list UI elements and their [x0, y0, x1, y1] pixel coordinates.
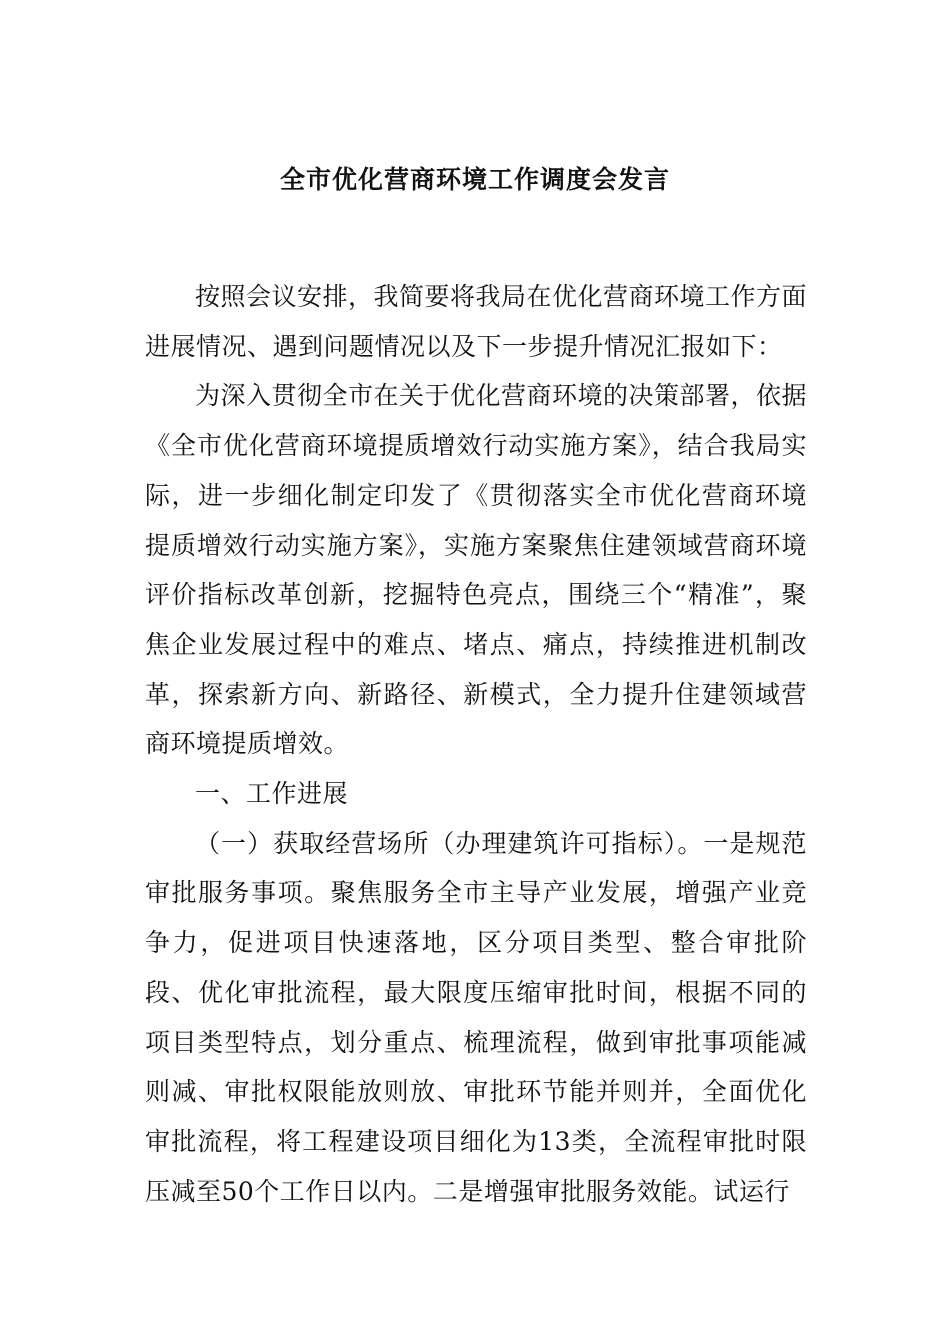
paragraph-intro: 按照会议安排，我简要将我局在优化营商环境工作方面进展情况、遇到问题情况以及下一步提升情况汇报如下： [145, 282, 808, 361]
document-body [145, 272, 807, 1216]
paragraph-building-permit: （一）获取经营场所（办理建筑许可指标）。一是规范审批服务事项。聚焦服务全市主导产业发展，增强产业竞争力，促进项目快速落地，区分项目类型、整合审批阶段、优化审批流程，最大限度压缩审批时间，根据不同的项目类型特点，划分重点、梳理流程，做到审批事项能减则减、审批权限能放则放、审批环节能并则并，全面优化审批流程，将工程建设项目细化为13类，全流程审批时限压减至50个工作日以内。二是增强审批服务效能。试运行 [145, 828, 807, 1206]
section-heading-work-progress: 一、工作进展 [195, 779, 349, 809]
paragraph-background: 为深入贯彻全市在关于优化营商环境的决策部署，依据《全市优化营商环境提质增效行动实施方案》，结合我局实际，进一步细化制定印发了《贯彻落实全市优化营商环境提质增效行动实施方案》，实施方案聚焦住建领域营商环境评价指标改革创新，挖掘特色亮点，围绕三个“精准”，聚焦企业发展过程中的难点、堵点、痛点，持续推进机制改革，探索新方向、新路径、新模式，全力提升住建领域营商环境提质增效。 [145, 381, 808, 759]
document-title: 全市优化营商环境工作调度会发言 [279, 165, 670, 194]
